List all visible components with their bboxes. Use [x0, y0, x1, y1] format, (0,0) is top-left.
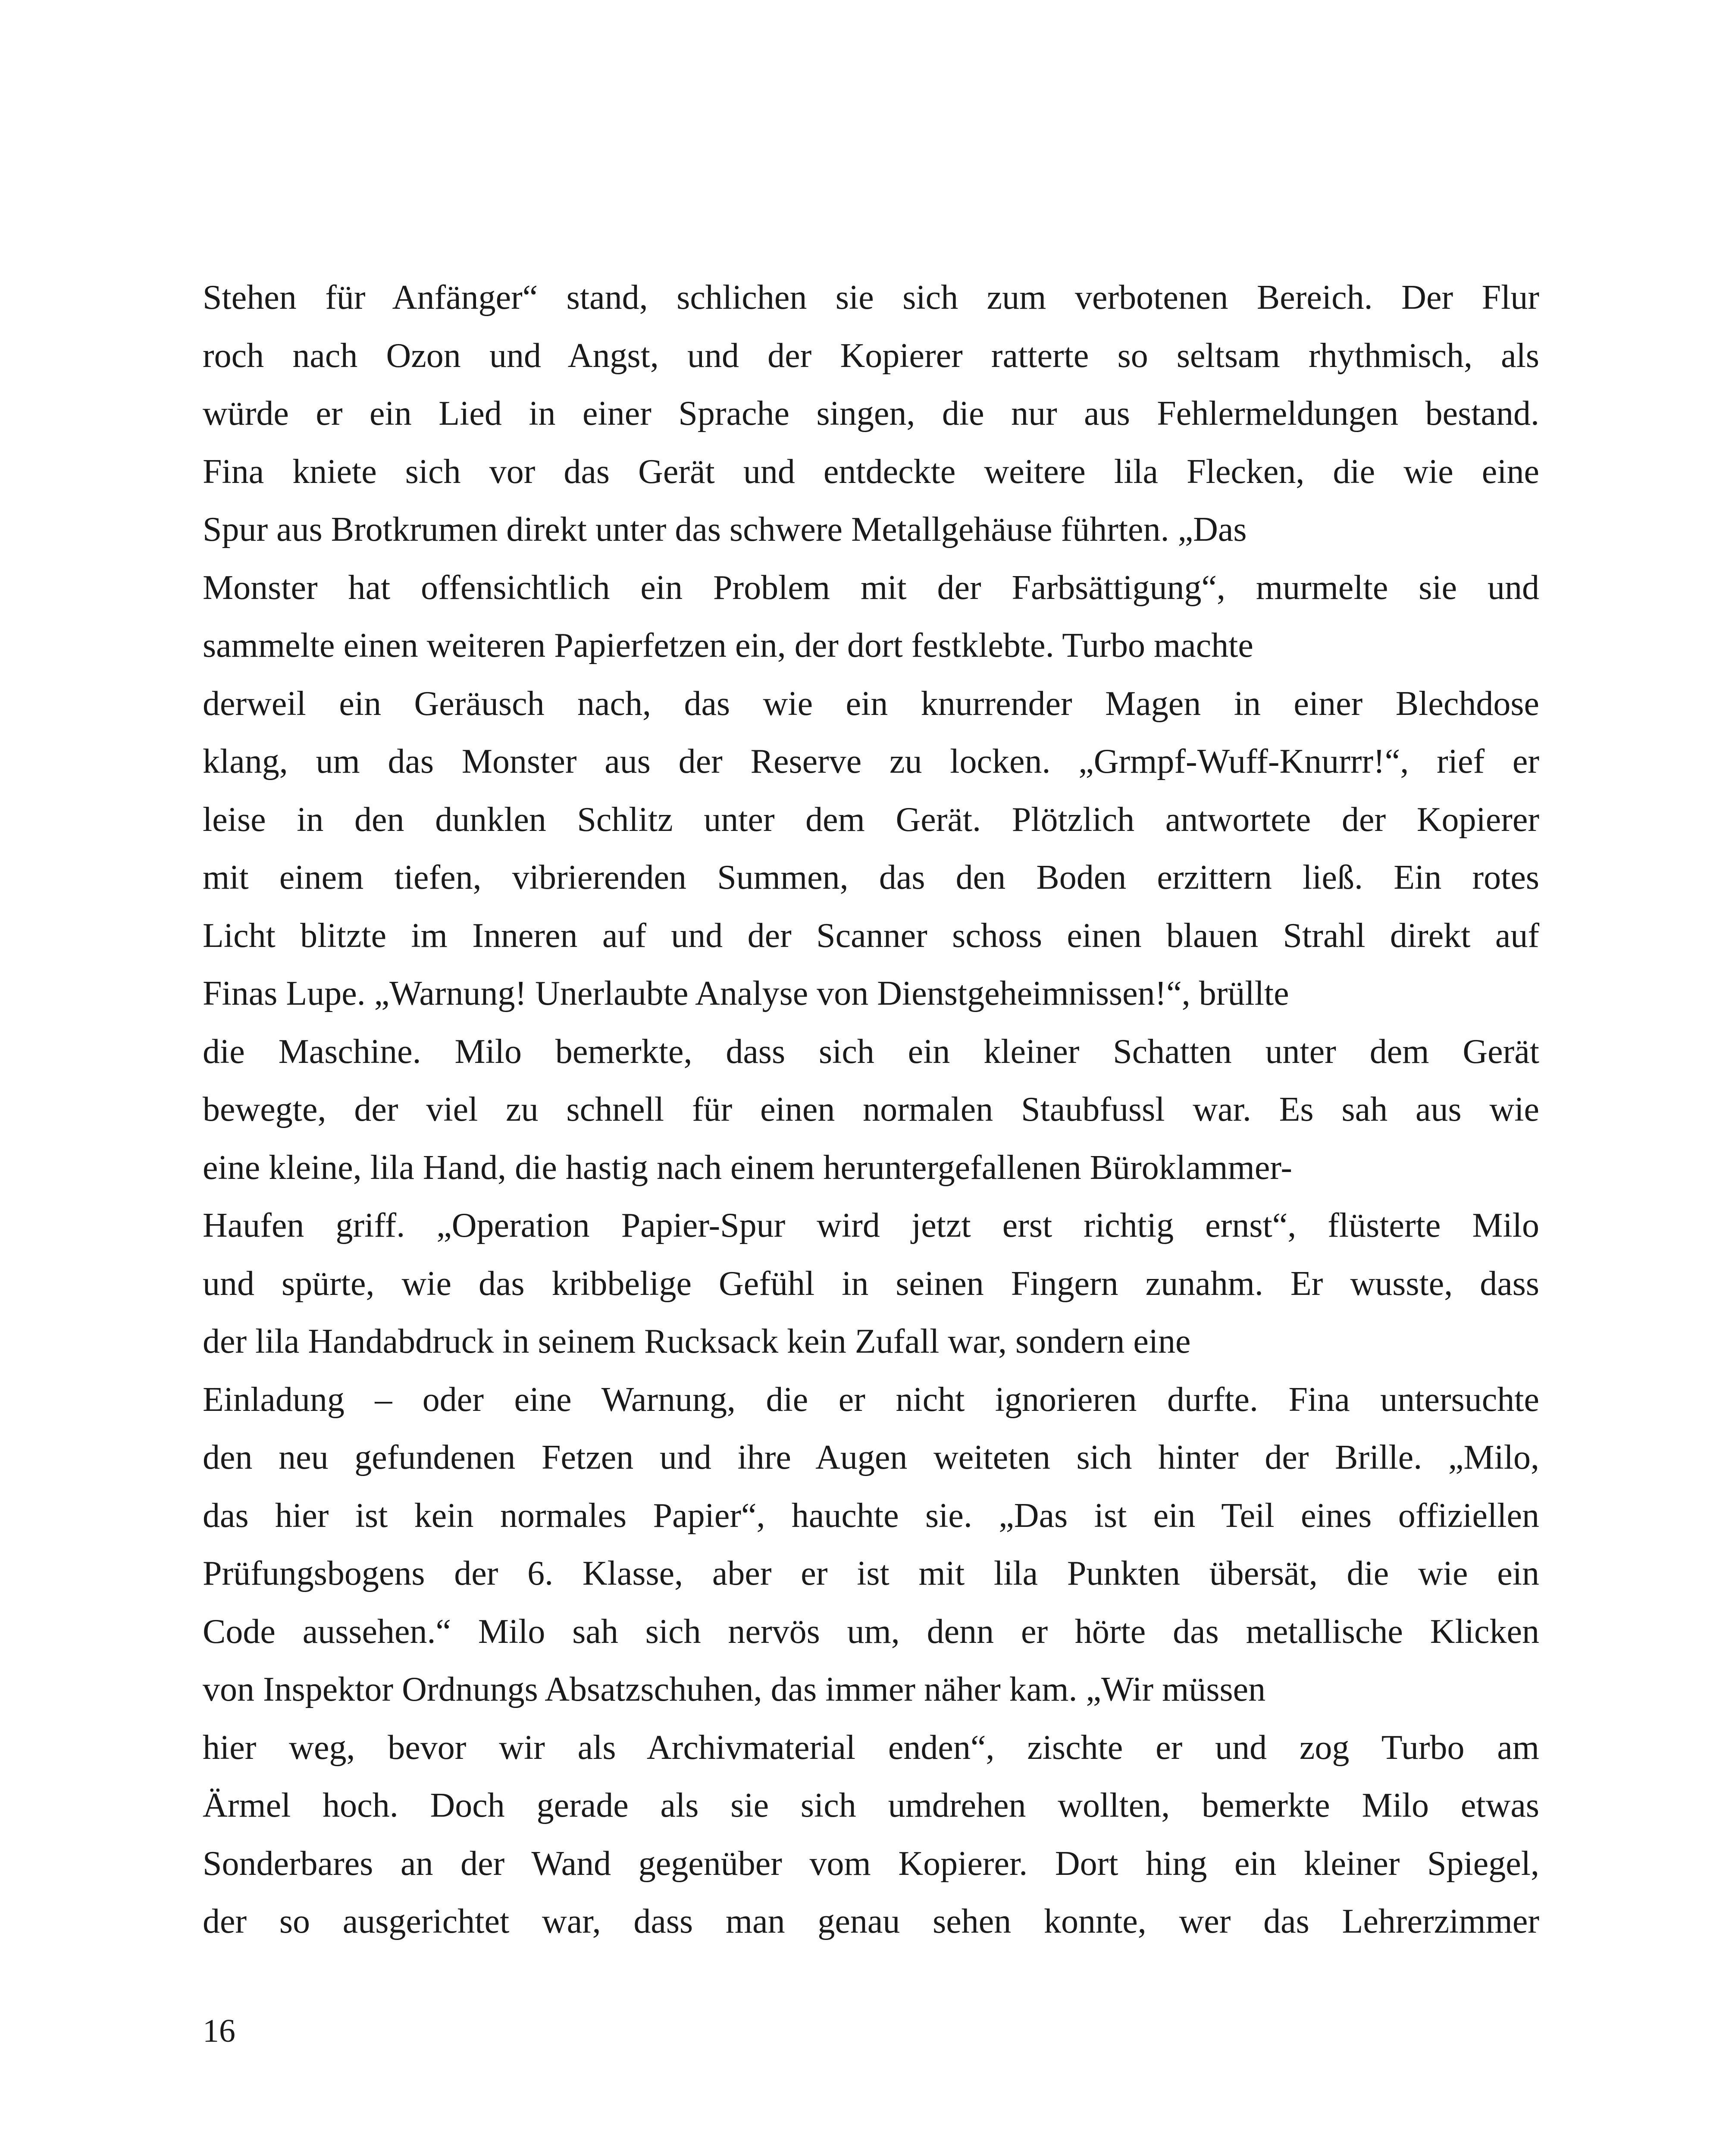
text-line: derweil ein Geräusch nach, das wie ein knurrender Magen in einer Blechdose	[203, 684, 1539, 723]
text-line: Monster hat offensichtlich ein Problem mit der Farbsättigung“, murmelte sie und	[203, 568, 1539, 607]
text-line: klang, um das Monster aus der Reserve zu locken. „Grmpf-Wuff-Knurrr!“, rief er	[203, 743, 1539, 780]
text-line: eine kleine, lila Hand, die hastig nach einem heruntergefallenen Büroklammer-	[203, 1148, 1293, 1187]
text-line: den neu gefundenen Fetzen und ihre Augen weiteten sich hinter der Brille. „Milo,	[203, 1438, 1539, 1476]
text-line: die Maschine. Milo bemerkte, dass sich ein kleiner Schatten unter dem Gerät	[203, 1032, 1539, 1071]
page-number: 16	[203, 2013, 235, 2049]
text-line: Stehen für Anfänger“ stand, schlichen sie sich zum verbotenen Bereich. Der Flur	[203, 279, 1539, 317]
text-line: Haufen griff. „Operation Papier-Spur wird jetzt erst richtig ernst“, flüsterte Milo	[203, 1206, 1539, 1244]
text-line: Ärmel hoch. Doch gerade als sie sich umdrehen wollten, bemerkte Milo etwas	[203, 1786, 1539, 1824]
text-line: bewegte, der viel zu schnell für einen normalen Staubfussl war. Es sah aus wie	[203, 1091, 1539, 1128]
text-line: mit einem tiefen, vibrierenden Summen, das den Boden erzittern ließ. Ein rotes	[203, 859, 1539, 896]
text-line: leise in den dunklen Schlitz unter dem Gerät. Plötzlich antwortete der Kopierer	[203, 800, 1539, 839]
text-line: Licht blitzte im Inneren auf und der Scanner schoss einen blauen Strahl direkt auf	[203, 916, 1539, 955]
text-line: Einladung – oder eine Warnung, die er nicht ignorieren durfte. Fina untersuchte	[203, 1380, 1539, 1419]
text-line: von Inspektor Ordnungs Absatzschuhen, das immer näher kam. „Wir müssen	[203, 1670, 1266, 1708]
text-line: hier weg, bevor wir als Archivmaterial enden“, zischte er und zog Turbo am	[203, 1728, 1539, 1767]
text-line: Sonderbares an der Wand gegenüber vom Kopierer. Dort hing ein kleiner Spiegel,	[203, 1844, 1539, 1883]
text-line: Fina kniete sich vor das Gerät und entdeckte weitere lila Flecken, die wie eine	[203, 452, 1539, 491]
body-text	[203, 269, 1539, 1951]
text-line: sammelte einen weiteren Papierfetzen ein, der dort festklebte. Turbo machte	[203, 627, 1253, 664]
text-line: Spur aus Brotkrumen direkt unter das schwere Metallgehäuse führten. „Das	[203, 511, 1247, 548]
text-line: Finas Lupe. „Warnung! Unerlaubte Analyse von Dienstgeheimnissen!“, brüllte	[203, 975, 1289, 1012]
text-line: Code aussehen.“ Milo sah sich nervös um, denn er hörte das metallische Klicken	[203, 1612, 1539, 1651]
text-line: roch nach Ozon und Angst, und der Kopierer ratterte so seltsam rhythmisch, als	[203, 336, 1539, 375]
text-line: Prüfungsbogens der 6. Klasse, aber er ist mit lila Punkten übersät, die wie ein	[203, 1554, 1539, 1592]
text-line: der so ausgerichtet war, dass man genau sehen konnte, wer das Lehrerzimmer	[203, 1902, 1539, 1940]
text-line: würde er ein Lied in einer Sprache singen, die nur aus Fehlermeldungen bestand.	[203, 395, 1539, 432]
text-line: das hier ist kein normales Papier“, hauchte sie. „Das ist ein Teil eines offiziellen	[203, 1496, 1539, 1535]
text-line: und spürte, wie das kribbelige Gefühl in seinen Fingern zunahm. Er wusste, dass	[203, 1264, 1539, 1303]
text-line: der lila Handabdruck in seinem Rucksack kein Zufall war, sondern eine	[203, 1322, 1191, 1360]
